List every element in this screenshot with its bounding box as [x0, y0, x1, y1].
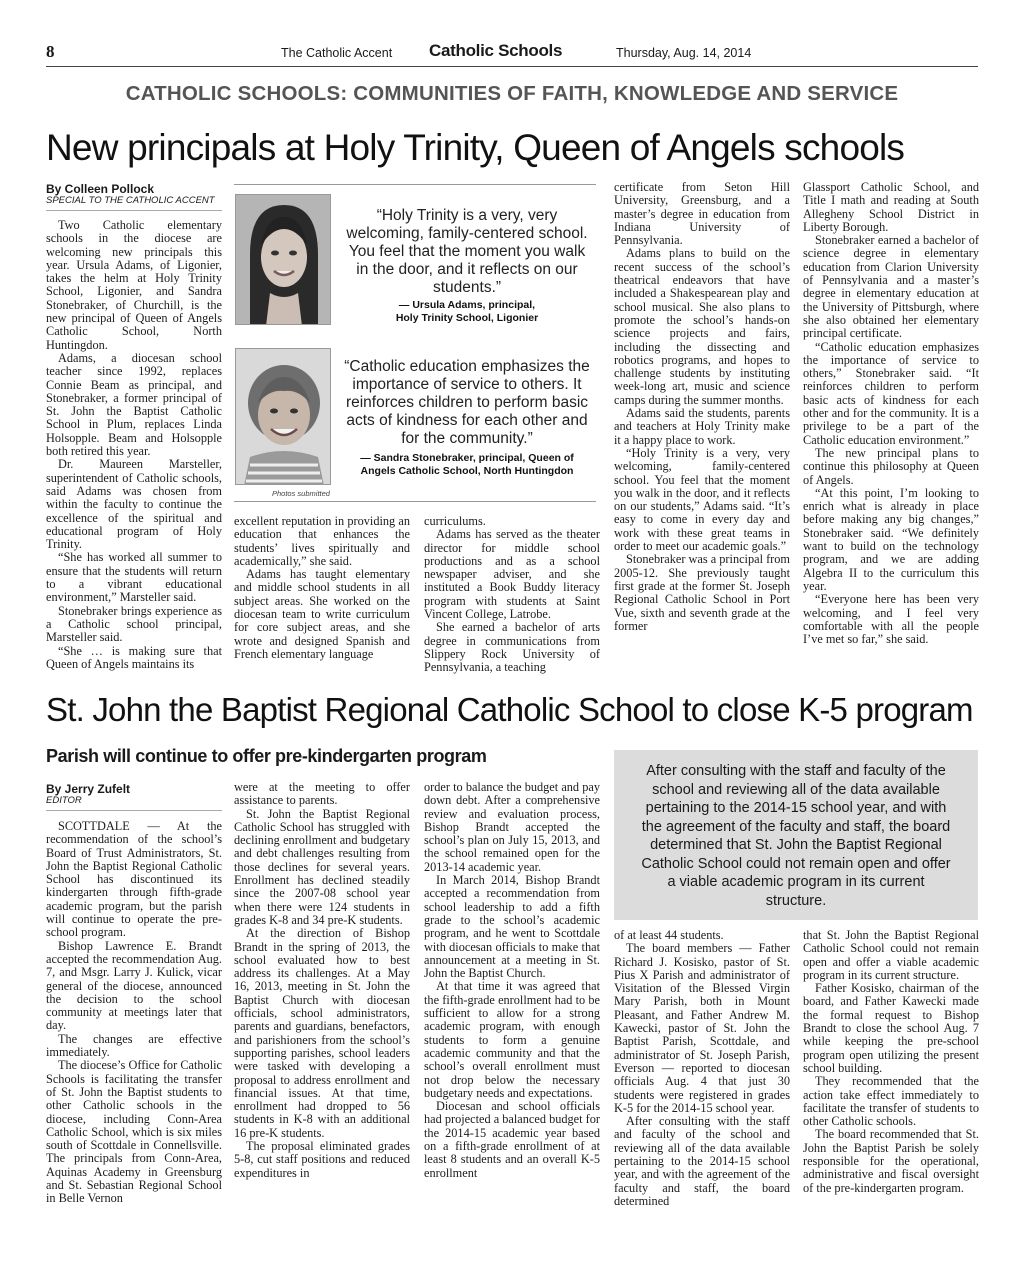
paragraph: Adams plans to build on the recent success of the school’s theatrical endeavors that have included a Shakespearean play and school musical. She also plans to promote the school’s hands-on science projects and fairs, including the dissecting and robotics programs, and hopes to challenge students by instituting week-long art, music and science camps during the summer months.: [614, 246, 790, 407]
quote-box-top-rule: [234, 184, 596, 185]
paragraph: SCOTTDALE — At the recommendation of the school’s Board of Trust Administrators, St. John the Baptist Regional Catholic School has discontinued its kindergarten through fifth-grade academic program, but the parish will continue to operate the pre-school program.: [46, 819, 222, 940]
paragraph: The changes are effective immediately.: [46, 1031, 222, 1060]
paragraph: She earned a bachelor of arts degree in communications from Slippery Rock University of Pennsylvania, a teaching: [424, 620, 600, 675]
section-banner: CATHOLIC SCHOOLS: COMMUNITIES OF FAITH, KNOWLEDGE AND SERVICE: [125, 82, 899, 105]
paragraph: “Everyone here has been very welcoming, and I feel very comfortable with all the people I’ve met so far,” she said.: [803, 592, 979, 647]
paragraph: Glassport Catholic School, and Title I math and reading at South Allegheny School District in Liberty Borough.: [803, 180, 979, 234]
article1-column-2: [234, 515, 410, 661]
paragraph: Adams, a diocesan school teacher since 1992, replaces Connie Beam as principal, and Stonebraker, a former principal of St. John the Baptist Catholic School in Plum, replaces Linda Holsopple. Beam and Holsopple both retired this year.: [46, 350, 222, 459]
byline-rule: [46, 210, 222, 211]
paragraph: Father Kosisko, chairman of the board, and Father Kawecki made the formal request to Bishop Brandt to close the school Aug. 7 while keeping the pre-school program open utilizing the present school building.: [803, 981, 979, 1075]
paragraph: “At this point, I’m looking to enrich what is already in place before making any big changes,” Stonebraker said. “We definitely want to build on the technology program, and we are adding Algebra II to the curriculum this year.: [803, 485, 979, 593]
article2-subhead: Parish will continue to offer pre-kindergarten program: [46, 746, 487, 766]
article1-quote-1: “Holy Trinity is a very, very welcoming, family-centered school. You feel that the moment you walk in the door, and it reflects on our students.”: [346, 207, 588, 296]
sandra-stonebraker-photo: [235, 348, 331, 485]
article1-byline-role: SPECIAL TO THE CATHOLIC ACCENT: [46, 195, 215, 206]
paragraph: Stonebraker brings experience as a Catholic school principal, Marsteller said.: [46, 603, 222, 645]
article2-column-4: [614, 929, 790, 1208]
article1-column-3: [424, 515, 600, 675]
paragraph: The board members — Father Richard J. Kosisko, pastor of St. Pius X Parish and administrator of Visitation of the Blessed Virgin Mary Parish, both in Mount Pleasant, and Father Andrew M. Kawecki, pastor of St. John the Baptist Parish, Scottdale, and administrator of St. Joseph Parish, Everson — reported to diocesan officials Aug. 4 that just 30 students were registered in grades K-5 for the 2014-15 school year.: [614, 941, 790, 1115]
paragraph: “She … is making sure that Queen of Angels maintains its: [46, 643, 222, 671]
article1-column-5: [803, 181, 979, 646]
section-name: Catholic Schools: [429, 41, 563, 60]
paragraph: Adams said the students, parents and teachers at Holy Trinity make it a happy place to work.: [614, 406, 790, 447]
article1-quote-2-attribution-line-2: Angels Catholic School, North Huntingdon: [360, 465, 574, 477]
paragraph: “Holy Trinity is a very, very welcoming, family-centered school. You feel that the moment you walk in the door, and it reflects on our students,” Adams said. “It’s easy to come in every day and work with these great teams in order to meet our academic goals.”: [614, 445, 790, 554]
paragraph: Diocesan and school officials had projected a balanced budget for the 2014-15 academic year based on a fifth-grade enrollment of at least 8 students and an overall K-5 enrollment: [424, 1099, 600, 1180]
article2-column-5: [803, 929, 979, 1195]
paragraph: were at the meeting to offer assistance to parents.: [234, 780, 410, 808]
byline-rule: [46, 810, 222, 811]
paragraph: In March 2014, Bishop Brandt accepted a recommendation from school leadership to add a fifth grade to the school’s academic program, and he went to Scottdale with diocesan officials to make that announcement at a meeting in St. John the Baptist Church.: [424, 873, 600, 981]
article1-column-1: [46, 219, 222, 671]
article1-quote-1-attribution-line-1: — Ursula Adams, principal,: [398, 299, 536, 311]
publication-name: The Catholic Accent: [281, 46, 393, 60]
article1-headline: New principals at Holy Trinity, Queen of Angels schools: [46, 127, 905, 168]
article2-column-1: [46, 820, 222, 1206]
paragraph: Two Catholic elementary schools in the diocese are welcoming new principals this year. Ursula Adams, of Ligonier, takes the helm at Holy Trinity School, Ligonier, and Sandra Stonebraker, of Churchill, is the new principal of Queen of Angels Catholic School, North Huntingdon.: [46, 218, 222, 352]
paragraph: At that time it was agreed that the fifth-grade enrollment had to be sufficient to allow for a strong academic program, with enough students to form a genuine academic community and that the school’s overall enrollment must not drop below the necessary budgetary needs and expectations.: [424, 979, 600, 1100]
paragraph: St. John the Baptist Regional Catholic School has struggled with declining enrollment and budgetary and debt challenges resulting from those declines for several years. Enrollment has declined steadily since the 2007-08 school year when there were 124 students in grades K-8 and 34 pre-K students.: [234, 806, 410, 927]
paragraph: “Catholic education emphasizes the importance of service to others,” Stonebraker said. “It reinforces children to perform basic acts of kindness for each other and for the community. It is a privilege to be a part of the Catholic education environment.”: [803, 339, 979, 447]
paragraph: “She has worked all summer to ensure that the students will return to a vibrant educational environment,” Marsteller said.: [46, 550, 222, 605]
portrait-woman-dark-hair-icon: [236, 195, 331, 325]
paragraph: Adams has served as the theater director for middle school productions and as a school newspaper adviser, and she instituted a Book Buddy literacy program with students at Saint Vincent College, Latrobe.: [424, 527, 600, 622]
quote-box-bottom-rule: [234, 501, 596, 502]
article1-byline: By Colleen Pollock: [46, 182, 155, 196]
paragraph: The proposal eliminated grades 5-8, cut staff positions and reduced expenditures in: [234, 1139, 410, 1180]
paragraph: The diocese’s Office for Catholic Schools is facilitating the transfer of St. John the Baptist students to other Catholic schools in the diocese, including Conn-Area Catholic School, which is six miles south of Scottdale in Connellsville. The principals from Conn-Area, Aquinas Academy in Greensburg and St. Sebastian Regional School in Belle Vernon: [46, 1058, 222, 1206]
article1-column-4: [614, 181, 790, 633]
article1-quote-2: “Catholic education emphasizes the importance of service to others. It reinforces children to perform basic acts of kindness for each other and for the community.”: [344, 358, 590, 447]
paragraph: At the direction of Bishop Brandt in the spring of 2013, the school evaluated how to best address its challenges. At a May 16, 2013, meeting in St. John the Baptist Church with diocesan officials, school administrators, parents and guardians, benefactors, and parishioners from the school’s supporting parishes, school leaders were tasked with developing a proposal to address enrollment and financial issues. At that time, enrollment had dropped to 56 students in K-8 with an additional 16 pre-K students.: [234, 926, 410, 1140]
paragraph: excellent reputation in providing an education that enhances the students’ lives spiritually and academically,” she said.: [234, 514, 410, 568]
article2-byline: By Jerry Zufelt: [46, 782, 131, 796]
paragraph: Stonebraker earned a bachelor of science degree in elementary education from Clarion University of Pennsylvania and a master’s degree in elementary education at the University of Pittsburgh, where she also obtained her elementary principal certificate.: [803, 233, 979, 341]
paragraph: certificate from Seton Hill University, Greensburg, and a master’s degree in education from Indiana University of Pennsylvania.: [614, 180, 790, 248]
article1-quote-1-attribution-line-2: Holy Trinity School, Ligonier: [395, 312, 539, 324]
paragraph: After consulting with the staff and faculty of the school and reviewing all of the data available pertaining to the 2014-15 school year, and with the agreement of the faculty and staff, the board determined: [614, 1114, 790, 1208]
article2-column-2: [234, 781, 410, 1180]
pull-quote-text: After consulting with the staff and faculty of the school and reviewing all of the data available pertaining to the 2014-15 school year, and with the agreement of the faculty and staff, the board determined that St. John the Baptist Regional Catholic School could not remain open and offer a viable academic program in its current structure.: [641, 763, 951, 909]
paragraph: that St. John the Baptist Regional Catholic School could not remain open and offer a viable academic program in its current structure.: [803, 928, 979, 982]
photo-credit: Photos submitted: [272, 489, 330, 498]
paragraph: The new principal plans to continue this philosophy at Queen of Angels.: [803, 445, 979, 487]
pull-quote-box: [614, 750, 978, 920]
paragraph: Stonebraker was a principal from 2005-12. She previously taught first grade at the former St. Joseph Regional Catholic School in Port Vue, sixth and seventh grade at the former: [614, 552, 790, 633]
paragraph: order to balance the budget and pay down debt. After a comprehensive review and evaluation process, Bishop Brandt accepted the school’s plan on July 15, 2013, and the school remained open for the 2013-14 academic year.: [424, 780, 600, 874]
ursula-adams-photo: [235, 194, 331, 325]
paragraph: The board recommended that St. John the Baptist Parish be solely responsible for the operational, administrative and fiscal oversight of the pre-kindergarten program.: [803, 1127, 979, 1195]
portrait-woman-short-hair-icon: [236, 349, 331, 485]
paragraph: Bishop Lawrence E. Brandt accepted the recommendation Aug. 7, and Msgr. Larry J. Kulick, vicar general of the diocese, announced the decision to the school community at meetings later that day.: [46, 938, 222, 1033]
issue-date: Thursday, Aug. 14, 2014: [616, 46, 752, 60]
paragraph: Adams has taught elementary and middle school students in all subject areas. She worked on the diocesan team to write curriculum for core subject areas, and she wrote and designed Spanish and French elementary language: [234, 567, 410, 661]
header-rule: [46, 66, 978, 67]
paragraph: curriculums.: [424, 514, 486, 528]
paragraph: They recommended that the action take effect immediately to facilitate the transfer of students to other Catholic schools.: [803, 1074, 979, 1129]
article2-column-3: [424, 781, 600, 1180]
article2-byline-role: EDITOR: [46, 795, 82, 806]
paragraph: Dr. Maureen Marsteller, superintendent of Catholic schools, said Adams was chosen from within the faculty to continue the excellence of the spiritual and educational program of Holy Trinity.: [46, 457, 222, 552]
article2-headline: St. John the Baptist Regional Catholic School to close K-5 program: [46, 691, 973, 728]
paragraph: of at least 44 students.: [614, 928, 724, 942]
page-number: 8: [46, 42, 55, 61]
article1-quote-2-attribution-line-1: — Sandra Stonebraker, principal, Queen of: [360, 452, 574, 464]
